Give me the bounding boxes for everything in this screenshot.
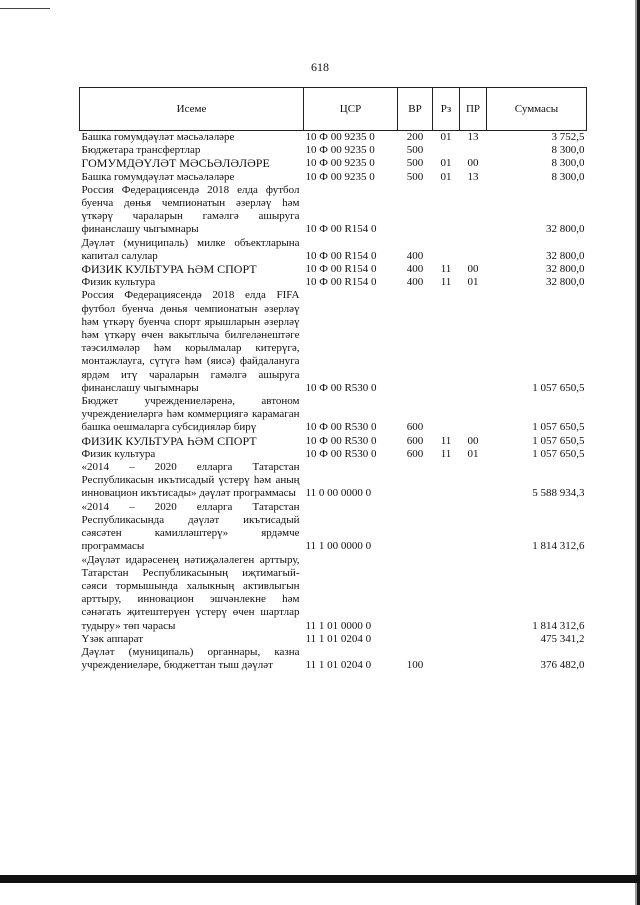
cell-sum: 475 341,2 xyxy=(540,632,585,645)
table-row xyxy=(80,157,587,170)
table-row xyxy=(80,184,587,237)
cell-sum: 5 588 934,3 xyxy=(532,487,585,500)
cell-csr: 10 Ф 00 R154 0 xyxy=(305,223,377,236)
header-pr: ПР xyxy=(460,88,487,131)
cell-rz xyxy=(433,289,460,395)
cell-name: «Дәүләт идарәсенең нәтиҗәләлеген арттыру, Татарстан Республикасының иҗтимагый-сәяси тормышында халыкның активлыгын арттыру, инновацион эшчәнлекне һәм сәнәгать җитештерүен үстерү өчен шартлар тудыру» төп чарасы xyxy=(81,553,300,632)
cell-csr: 11 1 01 0000 0 xyxy=(305,619,372,632)
cell-pr: 00 xyxy=(467,157,479,170)
table-body xyxy=(80,131,587,673)
cell-vr: 600 xyxy=(406,447,424,460)
cell-vr: 600 xyxy=(406,421,424,434)
cell-sum: 32 800,0 xyxy=(546,223,585,236)
cell-rz: 01 xyxy=(440,170,452,183)
cell-name: Башка гомумдәүләт мәсьәләләре xyxy=(81,131,235,143)
cell-vr: 500 xyxy=(406,144,424,157)
cell-csr: 10 Ф 00 9235 0 xyxy=(305,144,375,157)
cell-csr: 10 Ф 00 R154 0 xyxy=(305,276,377,289)
cell-sum: 3 752,5 xyxy=(551,131,585,143)
cell-name: Үзәк аппарат xyxy=(81,632,144,645)
header-csr: ЦСР xyxy=(304,88,398,131)
header-name: Исеме xyxy=(80,88,304,131)
cell-csr: 11 0 00 0000 0 xyxy=(305,487,372,500)
header-sum: Суммасы xyxy=(487,88,587,131)
table-row xyxy=(80,554,587,633)
scan-bottom-bar xyxy=(0,875,640,883)
cell-csr: 10 Ф 00 9235 0 xyxy=(305,157,375,170)
scan-mark xyxy=(0,8,50,9)
cell-sum: 1 814 312,6 xyxy=(532,540,585,553)
table-row xyxy=(80,237,587,263)
cell-name: Физик культура xyxy=(81,276,156,289)
cell-rz xyxy=(433,144,460,157)
cell-vr xyxy=(398,461,433,501)
cell-sum: 1 057 650,5 xyxy=(532,421,585,434)
cell-rz: 01 xyxy=(440,157,452,170)
cell-csr: 11 1 01 0204 0 xyxy=(305,632,372,645)
table-row xyxy=(80,448,587,461)
cell-name: Россия Федерациясендә 2018 елда FIFA футбол буенча дөнья чемпионатын әзерләү һәм үткәрү буенча спорт ярышларын әзерләү һәм үткәрү өчен вакытлыча билгеләнештәге тәэсилмәләр һәм корылмалар китерүгә, монтажлауга, сүтүгә һәм (яисә) файдалануга ярдәм итү чараларын гамәлгә ашыруга финанслашу чыгымнары xyxy=(81,289,300,394)
table-row xyxy=(80,131,587,145)
cell-name: ФИЗИК КУЛЬТУРА ҺӘМ СПОРТ xyxy=(81,262,257,277)
cell-csr: 10 Ф 00 R530 0 xyxy=(305,421,377,434)
cell-pr xyxy=(460,554,487,633)
cell-vr: 200 xyxy=(406,131,424,143)
cell-pr: 00 xyxy=(467,434,479,447)
cell-name: ГОМУМДӘҮЛӘТ МӘСЬӘЛӘЛӘРЕ xyxy=(81,156,270,171)
cell-name: Дәүләт (муниципаль) милке объектларына капитал салулар xyxy=(81,236,300,262)
table-row xyxy=(80,461,587,501)
cell-csr: 11 1 01 0204 0 xyxy=(305,659,372,672)
cell-rz xyxy=(433,646,460,672)
cell-vr: 600 xyxy=(406,434,424,447)
cell-vr: 500 xyxy=(406,170,424,183)
header-vr: ВР xyxy=(398,88,433,131)
cell-pr xyxy=(460,501,487,554)
page-number: 618 xyxy=(311,60,329,74)
cell-name: «2014 – 2020 елларга Татарстан Республикасын икътисадый үстерү һәм аның инновацион икътисады» дәүләт программасы xyxy=(81,461,300,500)
cell-csr: 11 1 00 0000 0 xyxy=(305,540,372,553)
table-row xyxy=(80,646,587,672)
table-row xyxy=(80,435,587,448)
table-row xyxy=(80,263,587,276)
header-rz: Рз xyxy=(433,88,460,131)
table-header-row xyxy=(80,88,587,131)
cell-sum: 1 057 650,5 xyxy=(532,381,585,394)
cell-vr: 400 xyxy=(406,263,424,276)
cell-csr: 10 Ф 00 R530 0 xyxy=(305,381,377,394)
cell-rz: 01 xyxy=(440,131,452,143)
table-row xyxy=(80,289,587,395)
cell-sum: 32 800,0 xyxy=(546,263,585,276)
table-row xyxy=(80,633,587,646)
cell-csr: 10 Ф 00 R154 0 xyxy=(305,249,377,262)
cell-pr xyxy=(460,461,487,501)
cell-name: ФИЗИК КУЛЬТУРА ҺӘМ СПОРТ xyxy=(81,433,257,448)
cell-name: «2014 – 2020 елларга Татарстан Республикасында дәүләт икътисадый сәясәтен камилләштерү» ярдәмче программасы xyxy=(81,500,300,553)
cell-pr xyxy=(460,184,487,237)
cell-pr: 01 xyxy=(467,447,479,460)
cell-name: Бюджетара трансфертлар xyxy=(81,144,201,157)
cell-rz: 11 xyxy=(440,434,452,447)
cell-vr: 100 xyxy=(406,659,424,672)
cell-pr: 01 xyxy=(467,276,479,289)
cell-sum: 32 800,0 xyxy=(546,249,585,262)
cell-vr: 400 xyxy=(406,249,424,262)
table-row xyxy=(80,171,587,184)
cell-vr: 500 xyxy=(406,157,424,170)
cell-rz xyxy=(433,237,460,263)
cell-pr xyxy=(460,633,487,646)
cell-name: Физик культура xyxy=(81,447,156,460)
cell-sum: 8 300,0 xyxy=(551,144,585,157)
budget-table-container xyxy=(79,87,586,672)
table-row xyxy=(80,501,587,554)
cell-sum: 8 300,0 xyxy=(551,157,585,170)
cell-vr xyxy=(398,501,433,554)
cell-rz xyxy=(433,395,460,435)
cell-vr xyxy=(398,289,433,395)
table-row xyxy=(80,395,587,435)
cell-sum: 1 057 650,5 xyxy=(532,434,585,447)
cell-rz xyxy=(433,184,460,237)
cell-pr xyxy=(460,144,487,157)
cell-vr xyxy=(398,633,433,646)
cell-csr: 10 Ф 00 R530 0 xyxy=(305,447,377,460)
cell-rz xyxy=(433,461,460,501)
cell-sum: 32 800,0 xyxy=(546,276,585,289)
cell-pr xyxy=(460,289,487,395)
cell-pr xyxy=(460,395,487,435)
cell-rz xyxy=(433,633,460,646)
cell-rz xyxy=(433,554,460,633)
cell-sum: 1 057 650,5 xyxy=(532,447,585,460)
cell-rz xyxy=(433,501,460,554)
cell-name: Дәүләт (муниципаль) органнары, казна учреждениеләре, бюджеттан тыш дәүләт xyxy=(81,645,300,672)
cell-rz: 11 xyxy=(440,276,452,289)
cell-name: Башка гомумдәүләт мәсьәләләре xyxy=(81,170,235,183)
cell-rz: 11 xyxy=(440,263,452,276)
cell-pr: 13 xyxy=(467,170,479,183)
cell-pr: 00 xyxy=(467,263,479,276)
cell-csr: 10 Ф 00 R154 0 xyxy=(305,263,377,276)
cell-vr xyxy=(398,184,433,237)
cell-csr: 10 Ф 00 9235 0 xyxy=(305,131,375,143)
cell-name: Бюджет учреждениеләренә, автоном учреждениеләргә һәм коммерциягә карамаган башка оешмаларга субсидияләр бирү xyxy=(81,395,300,434)
cell-sum: 1 814 312,6 xyxy=(532,619,585,632)
cell-csr: 10 Ф 00 9235 0 xyxy=(305,170,375,183)
table-row xyxy=(80,276,587,289)
cell-pr xyxy=(460,646,487,672)
cell-sum: 376 482,0 xyxy=(540,659,585,672)
cell-rz: 11 xyxy=(440,447,452,460)
cell-name: Россия Федерациясендә 2018 елда футбол буенча дөнья чемпионатын әзерләү һәм үткәрү чараларын гамәлгә ашыруга финанслашу чыгымнары xyxy=(81,183,300,236)
cell-vr: 400 xyxy=(406,276,424,289)
cell-pr: 13 xyxy=(467,131,479,143)
cell-pr xyxy=(460,237,487,263)
cell-vr xyxy=(398,554,433,633)
cell-csr: 10 Ф 00 R530 0 xyxy=(305,434,377,447)
cell-sum: 8 300,0 xyxy=(551,170,585,183)
budget-table xyxy=(79,87,587,672)
